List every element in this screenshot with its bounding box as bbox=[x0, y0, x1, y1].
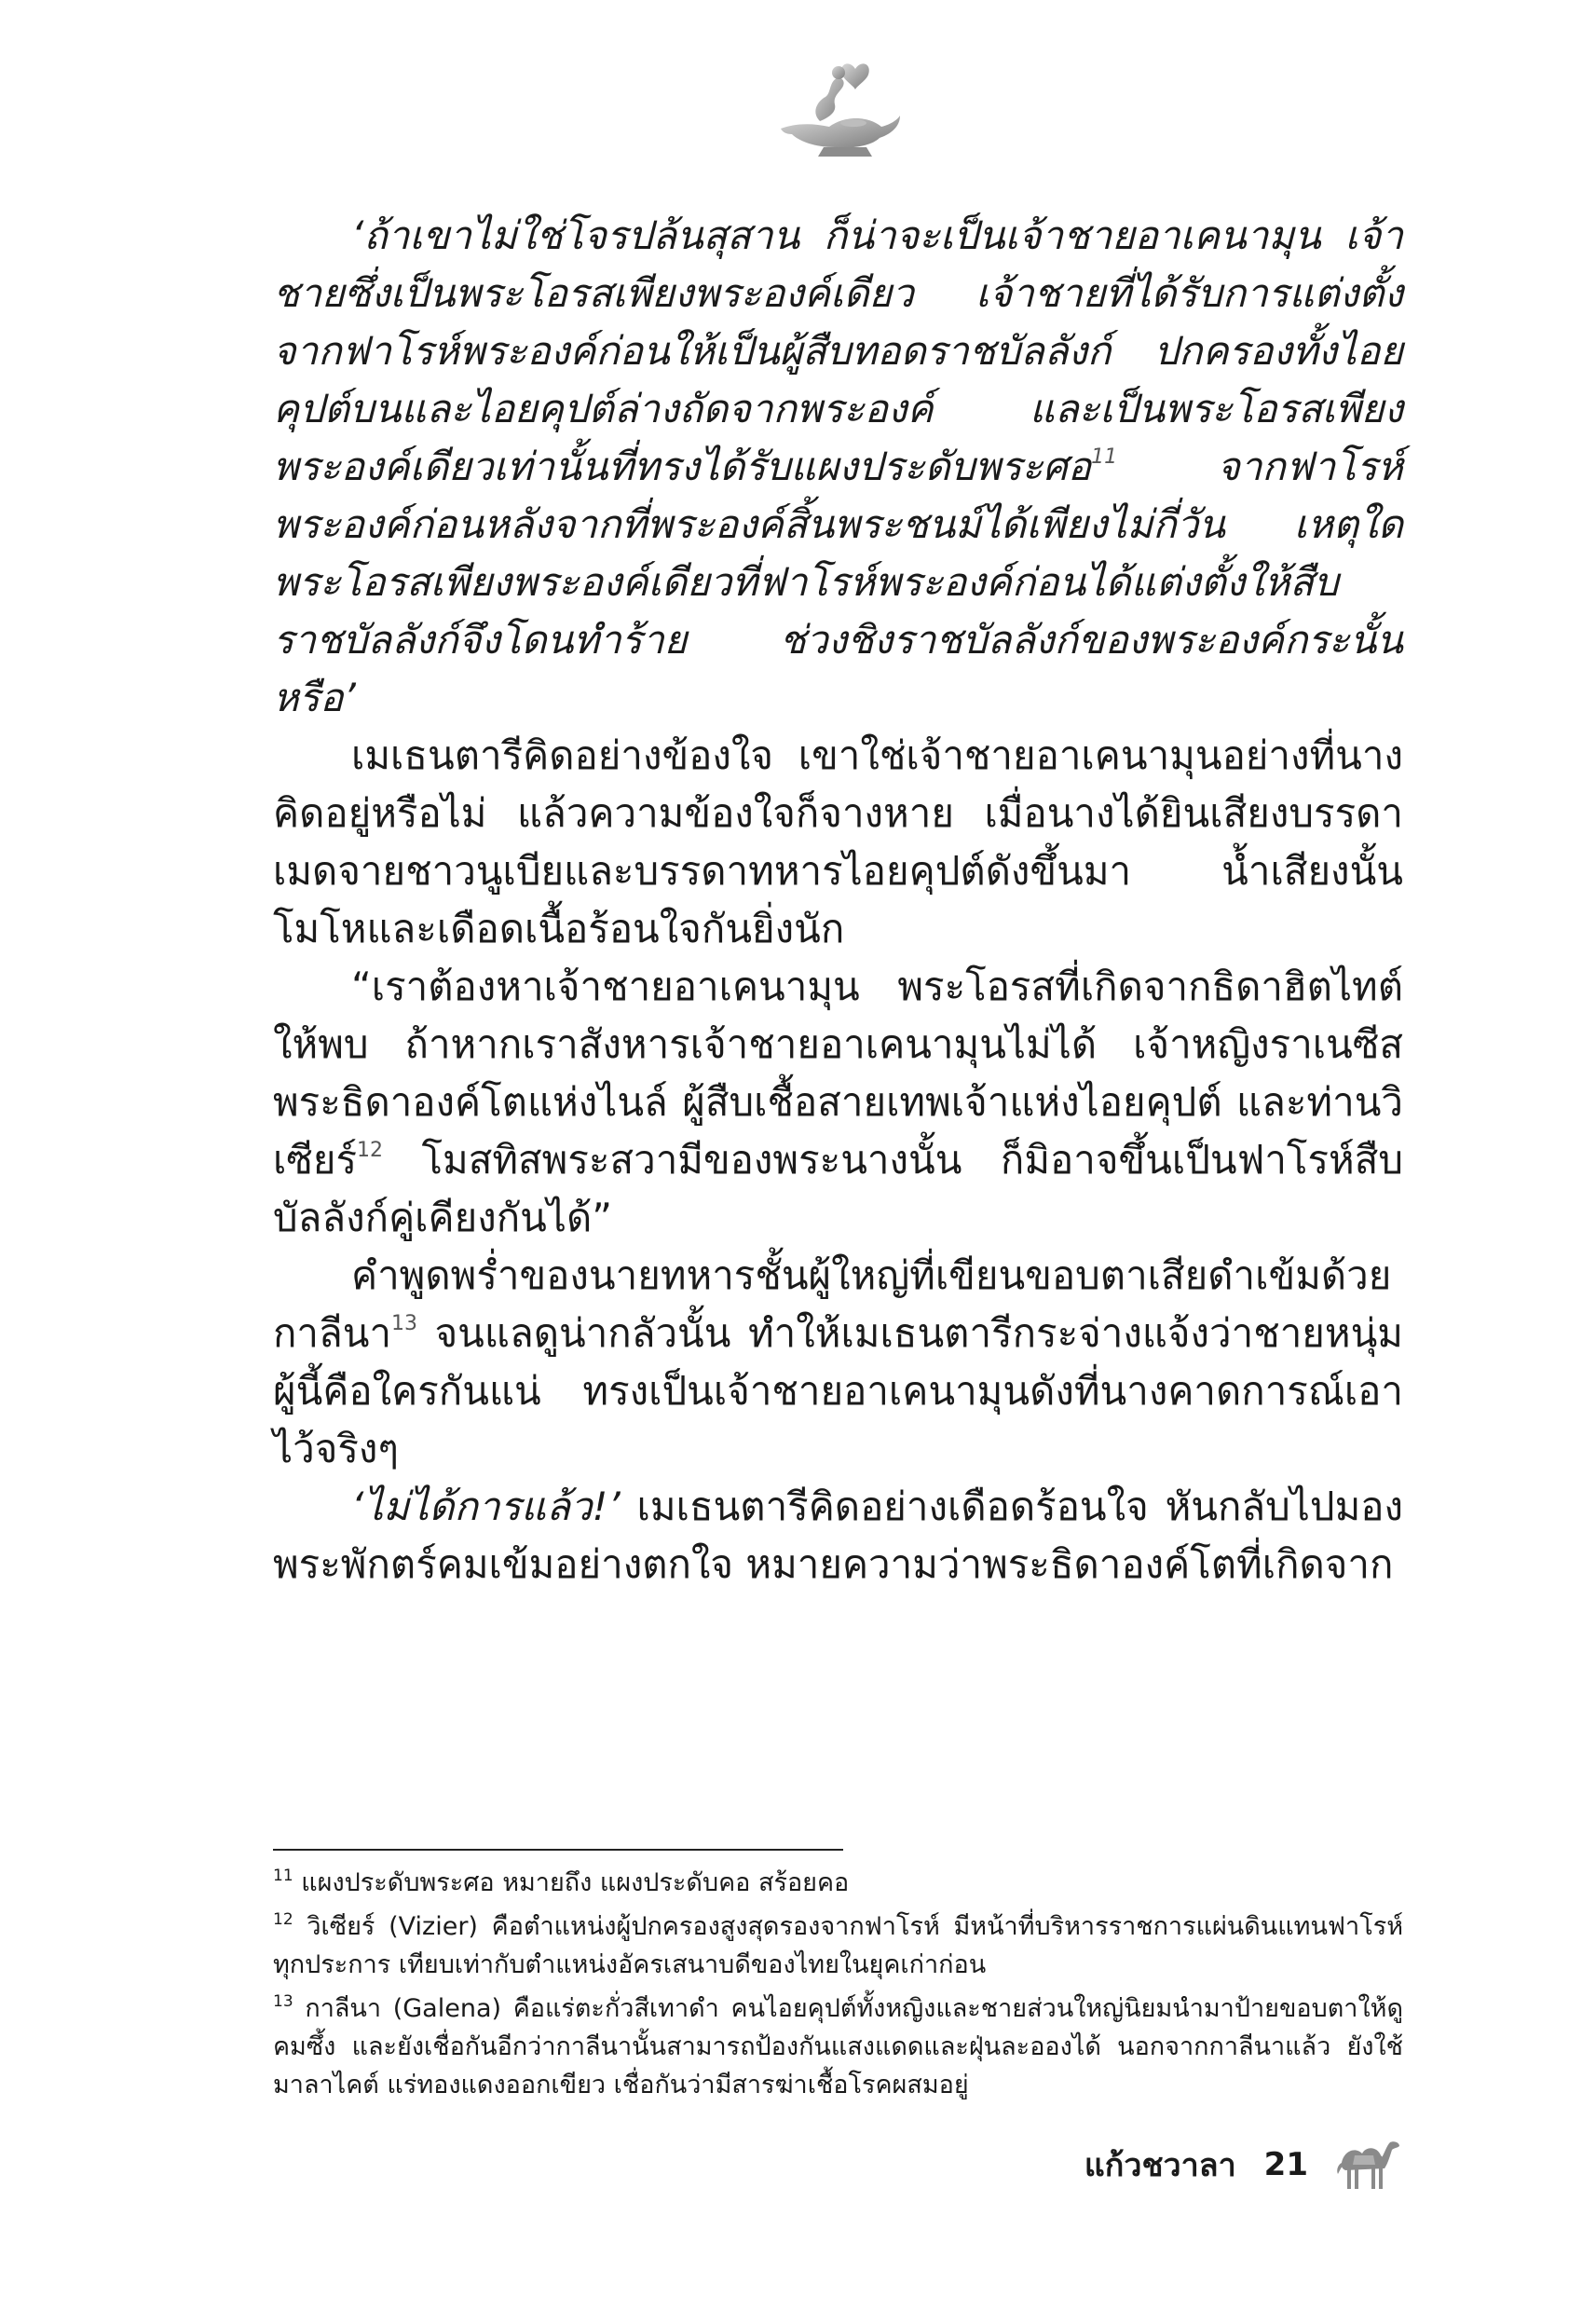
paragraph bbox=[273, 727, 1403, 958]
text-run: โมสทิสพระสวามีของพระนางนั้น ก็มิอาจขึ้นเป็นฟาโรห์สืบบัลลังก์คู่เคียงกันได้” bbox=[273, 1137, 1403, 1240]
text-run: ‘ถ้าเขาไม่ใช่โจรปล้นสุสาน ก็น่าจะเป็นเจ้าชายอาเคนามุน เจ้าชายซึ่งเป็นพระโอรสเพียงพระองค์เดียว เจ้าชายที่ได้รับการแต่งตั้งจากฟาโรห์พระองค์ก่อนให้เป็นผู้สืบทอดราชบัลลังก์ ปกครองทั้งไอยคุปต์บนและไอยคุปต์ล่างถัดจากพระองค์ และเป็นพระโอรสเพียงพระองค์เดียวเท่านั้นที่ทรงได้รับแผงประดับพระศอ bbox=[273, 212, 1403, 489]
text-run: เมเธนตารีคิดอย่างเดือดร้อนใจ หันกลับไปมองพระพักตร์คมเข้มอย่างตกใจ หมายความว่าพระธิดาองค์โตที่เกิดจาก bbox=[273, 1484, 1403, 1587]
text-run: “เราต้องหาเจ้าชายอาเคนามุน พระโอรสที่เกิดจากธิดาฮิตไทต์ให้พบ ถ้าหากเราสังหารเจ้าชายอาเคนามุนไม่ได้ เจ้าหญิงราเนซีสพระธิดาองค์โตแห่งไนล์ ผู้สืบเชื้อสายเทพเจ้าแห่งไอยคุปต์ และท่านวิเซียร์ bbox=[273, 964, 1403, 1183]
book-title: แก้วชวาลา bbox=[1084, 2147, 1236, 2184]
genie-lamp-icon bbox=[764, 48, 904, 160]
footnotes bbox=[273, 1864, 1403, 2110]
footnote-divider bbox=[273, 1849, 843, 1851]
paragraph bbox=[273, 1478, 1403, 1593]
text-run: เมเธนตารีคิดอย่างข้องใจ เขาใช่เจ้าชายอาเคนามุนอย่างที่นางคิดอยู่หรือไม่ แล้วความข้องใจก็จางหาย เมื่อนางได้ยินเสียงบรรดาเมดจายชาวนูเบียและบรรดาทหารไอยคุปต์ดังขึ้นมา น้ำเสียงนั้นโมโหและเดือดเนื้อร้อนใจกันยิ่งนัก bbox=[273, 732, 1403, 951]
camel-icon bbox=[1329, 2135, 1403, 2195]
footnote-marker: 12 bbox=[357, 1139, 384, 1162]
footnote bbox=[273, 1990, 1403, 2104]
paragraph bbox=[273, 958, 1403, 1247]
paragraph bbox=[273, 207, 1403, 727]
page-footer bbox=[1084, 2130, 1403, 2199]
footnote-text: กาลีนา (Galena) คือแร่ตะกั่วสีเทาดำ คนไอยคุปต์ทั้งหญิงและชายส่วนใหญ่นิยมนำมาป้ายขอบตาให้ดูคมซึ้ง และยังเชื่อกันอีกว่ากาลีนานั้นสามารถป้องกันแสงแดดและฝุ่นละอองได้ นอกจากกาลีนาแล้ว ยังใช้มาลาไคต์ แร่ทองแดงออกเขียว เชื่อกันว่ามีสารฆ่าเชื้อโรคผสมอยู่ bbox=[273, 1994, 1403, 2099]
footnote-marker: 11 bbox=[1091, 445, 1118, 469]
footnote-number: 13 bbox=[273, 1992, 293, 2011]
paragraph bbox=[273, 1247, 1403, 1478]
text-run: จากฟาโรห์พระองค์ก่อนหลังจากที่พระองค์สิ้นพระชนม์ได้เพียงไม่กี่วัน เหตุใดพระโอรสเพียงพระองค์เดียวที่ฟาโรห์พระองค์ก่อนได้แต่งตั้งให้สืบราชบัลลังก์จึงโดนทำร้าย ช่วงชิงราชบัลลังก์ของพระองค์กระนั้นหรือ’ bbox=[273, 444, 1403, 720]
italic-text: ‘ไม่ได้การแล้ว!’ bbox=[351, 1484, 621, 1529]
text-run: คำพูดพร่ำของนายทหารชั้นผู้ใหญ่ที่เขียนขอบตาเสียดำเข้มด้วยกาลีนา bbox=[273, 1252, 1392, 1356]
footnote-text: แผงประดับพระศอ หมายถึง แผงประดับคอ สร้อยคอ bbox=[301, 1868, 850, 1897]
footnote-number: 11 bbox=[273, 1867, 293, 1885]
footnote-marker: 13 bbox=[391, 1312, 418, 1335]
footnote-number: 12 bbox=[273, 1910, 293, 1929]
text-run: จนแลดูน่ากลัวนั้น ทำให้เมเธนตารีกระจ่างแจ้งว่าชายหนุ่มผู้นี้คือใครกันแน่ ทรงเป็นเจ้าชายอาเคนามุนดังที่นางคาดการณ์เอาไว้จริงๆ bbox=[273, 1310, 1403, 1471]
footnote bbox=[273, 1864, 1403, 1902]
body-text bbox=[273, 207, 1403, 1593]
page-number: 21 bbox=[1263, 2146, 1308, 2183]
footnote bbox=[273, 1908, 1403, 1984]
footnote-text: วิเซียร์ (Vizier) คือตำแหน่งผู้ปกครองสูงสุดรองจากฟาโรห์ มีหน้าที่บริหารราชการแผ่นดินแทนฟาโรห์ทุกประการ เทียบเท่ากับตำแหน่งอัครเสนาบดีของไทยในยุคเก่าก่อน bbox=[273, 1912, 1403, 1979]
